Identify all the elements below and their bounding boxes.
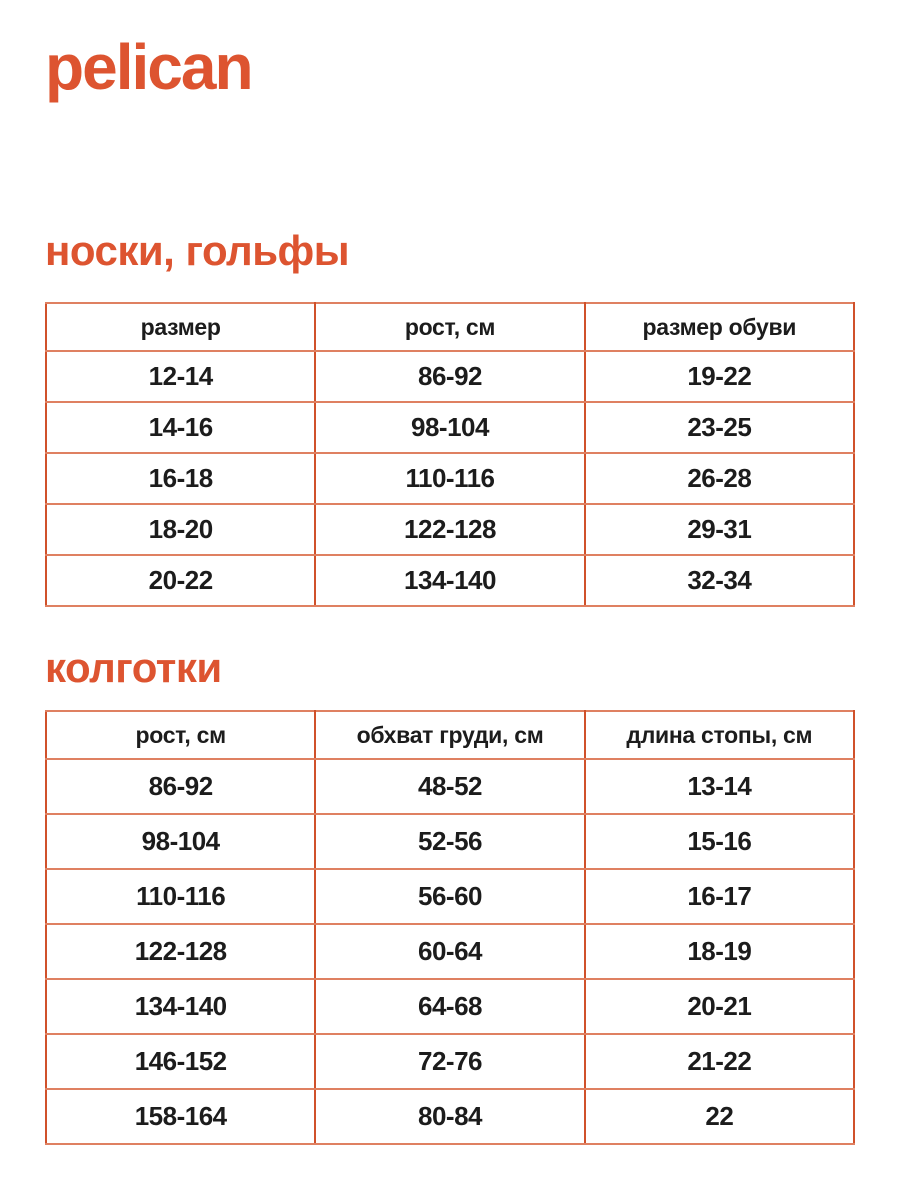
table-row [46, 351, 854, 402]
table-cell: 14-16 [46, 402, 315, 453]
table-cell: 23-25 [585, 402, 854, 453]
table-cell: 134-140 [46, 979, 315, 1034]
table-cell: 52-56 [315, 814, 584, 869]
table-row [46, 1034, 854, 1089]
table-cell: 20-22 [46, 555, 315, 606]
column-header: рост, см [46, 711, 315, 759]
table-row [46, 759, 854, 814]
table-row [46, 555, 854, 606]
table-cell: 29-31 [585, 504, 854, 555]
table-header-row [46, 303, 854, 351]
table-cell: 12-14 [46, 351, 315, 402]
table-row [46, 979, 854, 1034]
table-cell: 32-34 [585, 555, 854, 606]
tights-size-table [45, 710, 855, 1145]
table-cell: 56-60 [315, 869, 584, 924]
section-title-tights: колготки [45, 644, 222, 691]
socks-table-body [46, 351, 854, 606]
table-cell: 98-104 [315, 402, 584, 453]
table-cell: 86-92 [315, 351, 584, 402]
table-cell: 22 [585, 1089, 854, 1144]
column-header: обхват груди, см [315, 711, 584, 759]
table-cell: 16-18 [46, 453, 315, 504]
table-cell: 158-164 [46, 1089, 315, 1144]
section-title-socks: носки, гольфы [45, 227, 350, 274]
table-cell: 13-14 [585, 759, 854, 814]
column-header: размер обуви [585, 303, 854, 351]
table-cell: 72-76 [315, 1034, 584, 1089]
table-cell: 86-92 [46, 759, 315, 814]
table-cell: 48-52 [315, 759, 584, 814]
table-cell: 110-116 [315, 453, 584, 504]
table-row [46, 1089, 854, 1144]
table-row [46, 924, 854, 979]
table-cell: 21-22 [585, 1034, 854, 1089]
tights-table-body [46, 759, 854, 1144]
table-cell: 18-20 [46, 504, 315, 555]
table-cell: 64-68 [315, 979, 584, 1034]
table-cell: 15-16 [585, 814, 854, 869]
table-cell: 80-84 [315, 1089, 584, 1144]
column-header: рост, см [315, 303, 584, 351]
table-cell: 98-104 [46, 814, 315, 869]
table-row [46, 402, 854, 453]
table-cell: 19-22 [585, 351, 854, 402]
table-cell: 20-21 [585, 979, 854, 1034]
table-cell: 16-17 [585, 869, 854, 924]
column-header: размер [46, 303, 315, 351]
socks-size-table [45, 302, 855, 607]
table-row [46, 814, 854, 869]
table-row [46, 869, 854, 924]
table-cell: 18-19 [585, 924, 854, 979]
table-cell: 122-128 [46, 924, 315, 979]
table-cell: 26-28 [585, 453, 854, 504]
table-cell: 146-152 [46, 1034, 315, 1089]
table-row [46, 453, 854, 504]
table-row [46, 504, 854, 555]
table-cell: 134-140 [315, 555, 584, 606]
table-cell: 60-64 [315, 924, 584, 979]
table-cell: 122-128 [315, 504, 584, 555]
table-header-row [46, 711, 854, 759]
column-header: длина стопы, см [585, 711, 854, 759]
pelican-logo: pelican [45, 31, 252, 103]
table-cell: 110-116 [46, 869, 315, 924]
